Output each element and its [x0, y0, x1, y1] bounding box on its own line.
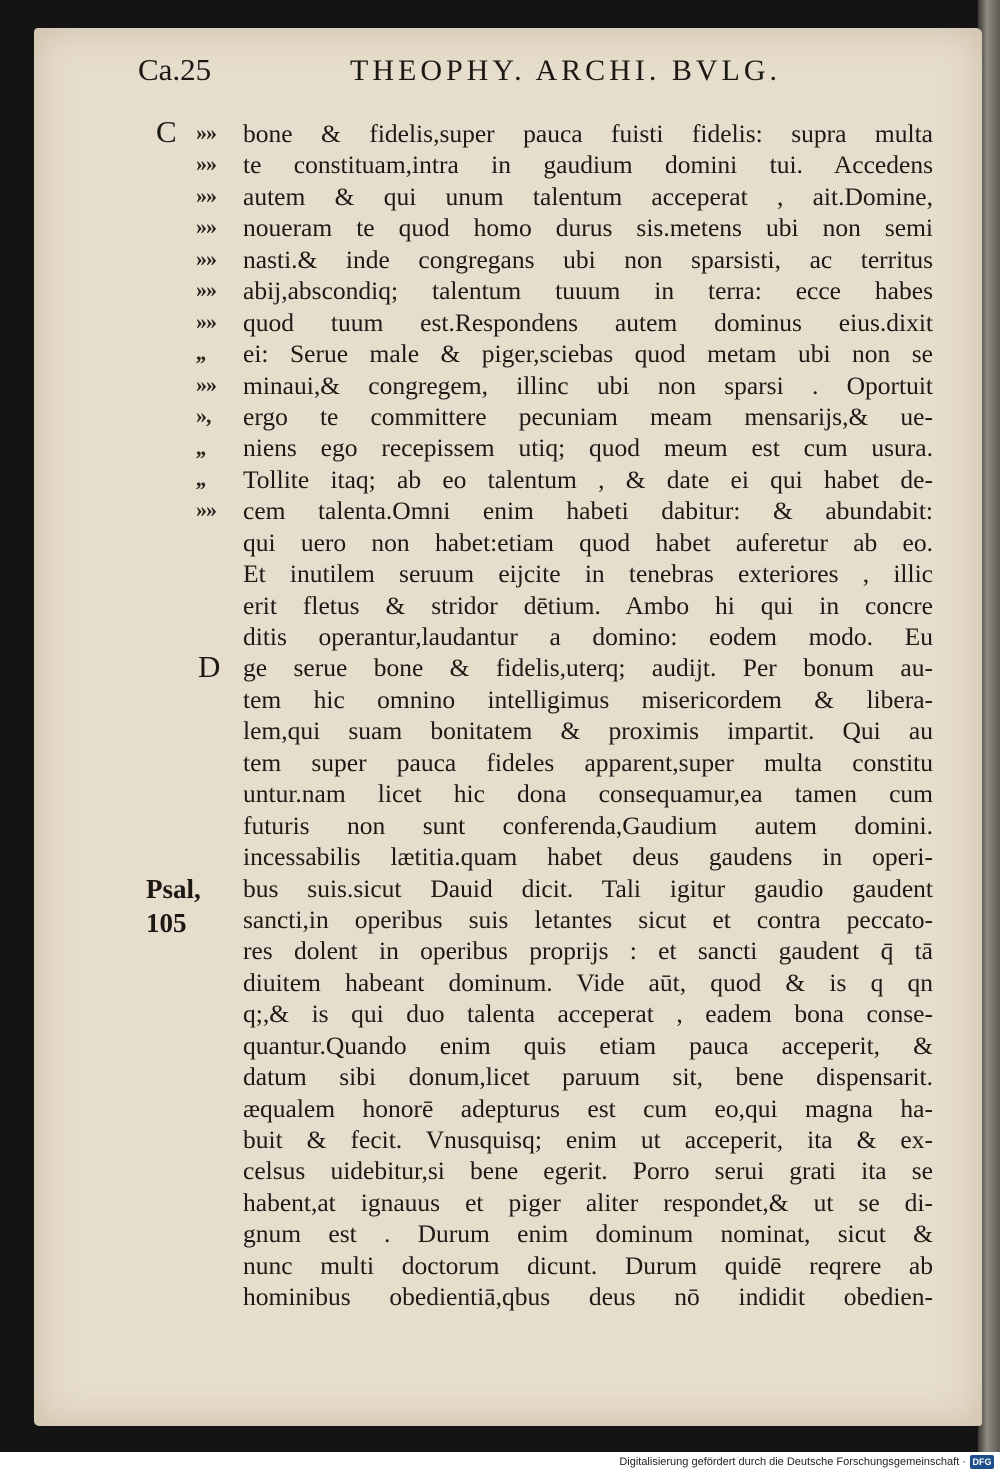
page-title: THEOPHY. ARCHI. BVLG. [350, 54, 781, 87]
text-line: bus suis.sicut Dauid dicit. Tali igitur gaudio gaudent [243, 873, 933, 903]
text-line: abij,abscondiq; talentum tuuum in terra: ecce habes [243, 276, 933, 306]
body-text [243, 118, 933, 1313]
section-letter: D [198, 648, 221, 684]
text-line: Et inutilem seruum eijcite in tenebras exteriores , illic [243, 559, 933, 589]
quotation-marker: »» [196, 371, 216, 397]
quotation-marker: »» [196, 151, 216, 177]
quotation-marker: »» [196, 214, 216, 240]
text-line: sancti,in operibus suis letantes sicut et contra peccato- [243, 904, 933, 934]
text-line: quantur.Quando enim quis etiam pauca acceperit, & [243, 1030, 933, 1060]
text-line: erit fletus & stridor dētium. Ambo hi qui in concre [243, 590, 933, 620]
psalm-reference-note [146, 872, 201, 940]
quotation-marker: »» [196, 182, 216, 208]
quotation-marker: ,, [196, 465, 205, 491]
psalm-number: 105 [146, 908, 187, 938]
text-line: te constituam,intra in gaudium domini tui. Accedens [243, 150, 933, 180]
quotation-marker: ,, [196, 434, 205, 460]
text-line: celsus uidebitur,si bene egerit. Porro serui grati ita se [243, 1156, 933, 1186]
running-head [0, 52, 1000, 92]
text-line: ergo te committere pecuniam meam mensarijs,& ue- [243, 401, 933, 431]
psalm-label: Psal, [146, 874, 201, 904]
text-line: datum sibi donum,licet paruum sit, bene dispensarit. [243, 1062, 933, 1092]
text-line: tem super pauca fideles apparent,super multa constitu [243, 747, 933, 777]
text-line: incessabilis lætitia.quam habet deus gaudens in operi- [243, 842, 933, 872]
funding-credit: Digitalisierung gefördert durch die Deutsche Forschungsgemeinschaft · [619, 1456, 966, 1468]
quotation-marker: »» [196, 308, 216, 334]
text-line: hominibus obedientiā,qbus deus nō indidit obedien- [243, 1282, 933, 1312]
quotation-marker: »» [196, 120, 216, 145]
text-line: nasti.& inde congregans ubi non sparsisti, ac territus [243, 244, 933, 274]
text-line: autem & qui unum talentum acceperat , ait.Domine, [243, 181, 933, 211]
text-line: futuris non sunt conferenda,Gaudium autem domini. [243, 810, 933, 840]
text-line: niens ego recepissem utiq; quod meum est cum usura. [243, 433, 933, 463]
text-line: ei: Serue male & piger,sciebas quod metam ubi non se [243, 339, 933, 369]
text-line: tem hic omnino intelligimus misericordem & libera- [243, 684, 933, 714]
text-line: qui uero non habet:etiam quod habet auferetur ab eo. [243, 527, 933, 557]
text-line: noueram te quod homo durus sis.metens ubi non semi [243, 213, 933, 243]
text-line: Tollite itaq; ab eo talentum , & date ei qui habet de- [243, 464, 933, 494]
text-line: lem,qui suam bonitatem & proximis impartit. Qui au [243, 716, 933, 746]
text-line: diuitem habeant dominum. Vide aūt, quod & is q qn [243, 967, 933, 997]
quotation-marker: », [196, 403, 211, 429]
quotation-marker: »» [196, 497, 216, 523]
text-line: minaui,& congregem, illinc ubi non sparsi . Oportuit [243, 370, 933, 400]
quotation-marker: ,, [196, 340, 205, 366]
text-line: habent,at ignauus et piger aliter respondet,& ut se di- [243, 1187, 933, 1217]
section-letter: C [156, 114, 177, 149]
text-line: untur.nam licet hic dona consequamur,ea tamen cum [243, 779, 933, 809]
text-line: gnum est . Durum enim dominum nominat, sicut & [243, 1219, 933, 1249]
text-line: bone & fidelis,super pauca fuisti fidelis: supra multa [243, 119, 933, 148]
text-line: ditis operantur,laudantur a domino: eodem modo. Eu [243, 622, 933, 651]
quotation-marker: »» [196, 277, 216, 303]
digitization-footer [0, 1452, 1000, 1474]
text-line: cem talenta.Omni enim habeti dabitur: & abundabit: [243, 496, 933, 526]
chapter-reference: Ca.25 [138, 52, 212, 87]
text-line: quod tuum est.Respondens autem dominus eius.dixit [243, 307, 933, 337]
text-line: res dolent in operibus proprijs : et sancti gaudent q̄ tā [243, 936, 933, 966]
dfg-logo-icon: DFG [970, 1455, 994, 1469]
quotation-marker: »» [196, 245, 216, 271]
text-line: nunc multi doctorum dicunt. Durum quidē reqrere ab [243, 1250, 933, 1280]
text-line: æqualem honorē adepturus est cum eo,qui magna ha- [243, 1093, 933, 1123]
text-line: q;,& is qui duo talenta acceperat , eadem bona conse- [243, 999, 933, 1029]
text-line: ge serue bone & fidelis,uterq; audijt. Per bonum au- [243, 653, 933, 683]
text-line: buit & fecit. Vnusquisq; enim ut acceperit, ita & ex- [243, 1125, 933, 1154]
